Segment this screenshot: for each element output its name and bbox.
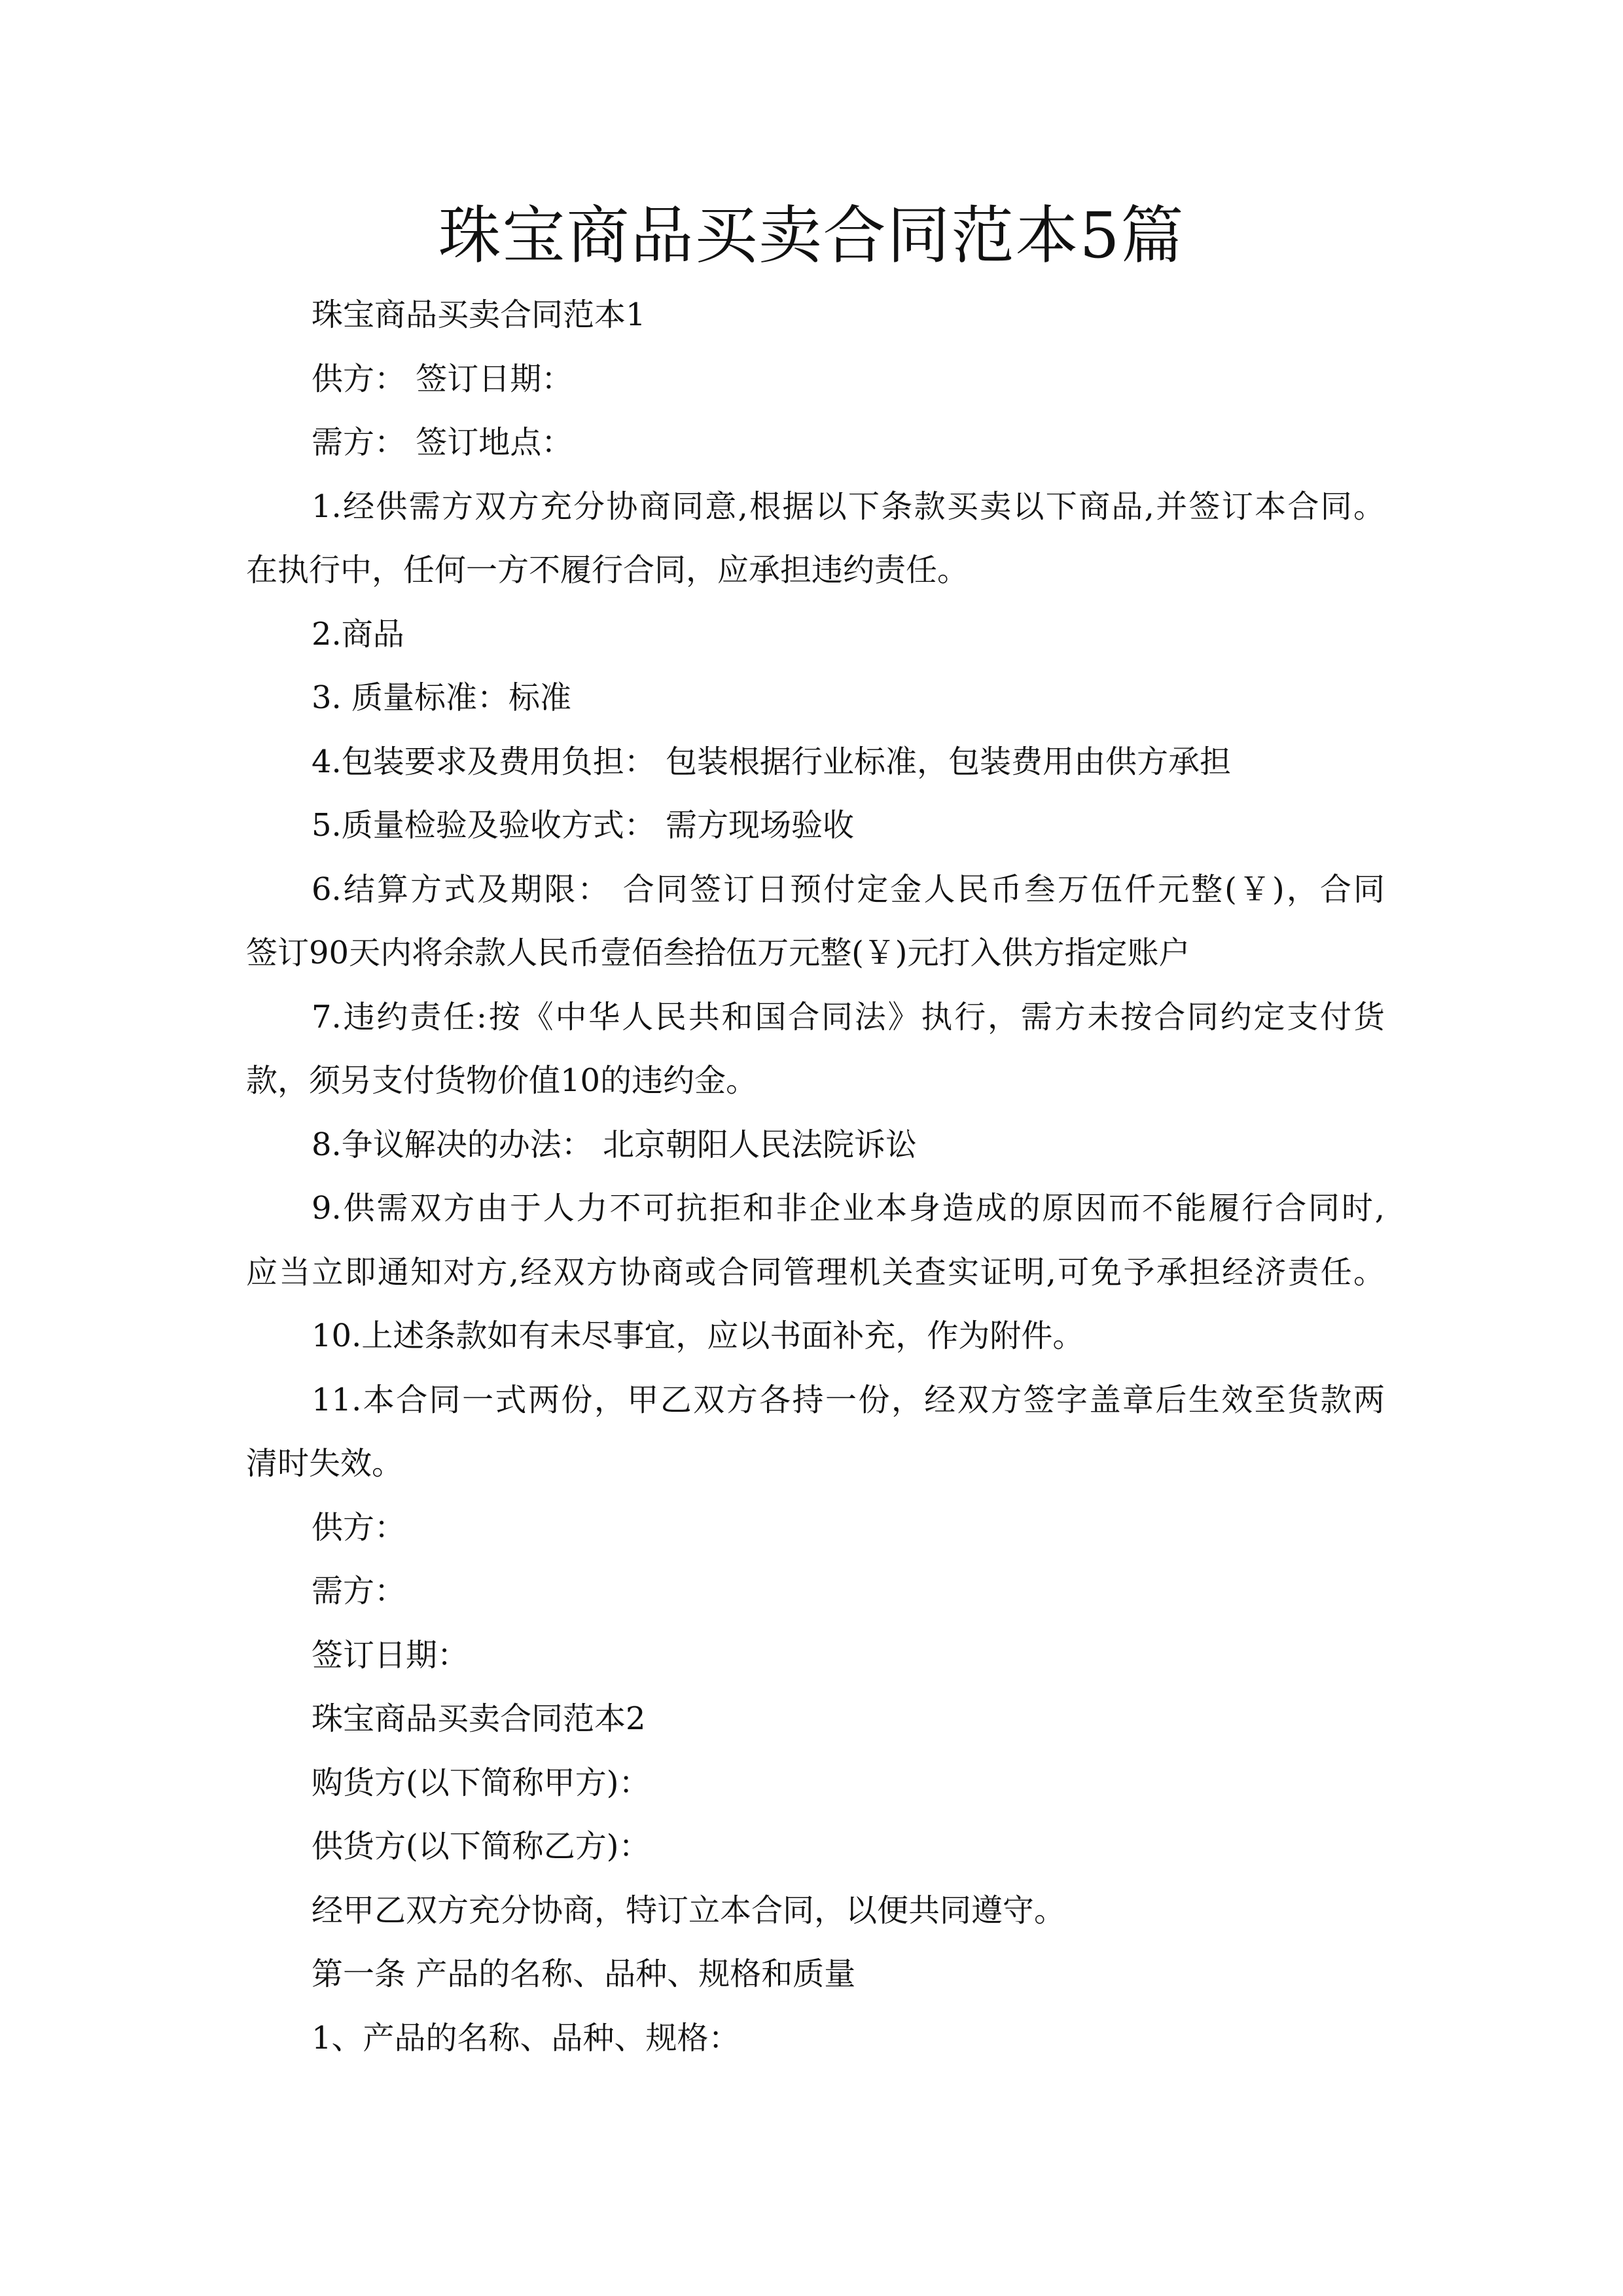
paragraph-line: 供方： [312, 1509, 406, 1546]
paragraph-line: 珠宝商品买卖合同范本1 [312, 296, 646, 333]
paragraph-line: 5.质量检验及验收方式： 需方现场验收 [312, 807, 855, 844]
paragraph-line: 购货方(以下简称甲方)： [312, 1764, 651, 1801]
paragraph-line: 1、产品的名称、品种、规格： [312, 2019, 740, 2056]
paragraph-line: 第一条 产品的名称、品种、规格和质量 [312, 1956, 856, 1992]
document-title: 珠宝商品买卖合同范本5篇 [438, 199, 1185, 272]
paragraph-line: 供货方(以下简称乙方)： [312, 1828, 651, 1865]
paragraph-line: 11.本合同一式两份，甲乙双方各持一份，经双方签字盖章后生效至货款两 [312, 1381, 1385, 1418]
document-body [246, 283, 1385, 2070]
paragraph-line: 珠宝商品买卖合同范本2 [312, 1700, 646, 1737]
paragraph-line: 4.包装要求及费用负担： 包装根据行业标准，包装费用由供方承担 [312, 743, 1232, 780]
paragraph-line: 需方： [312, 1573, 406, 1609]
paragraph-line: 应当立即通知对方,经双方协商或合同管理机关查实证明,可免予承担经济责任。 [246, 1253, 1385, 1291]
paragraph-line: 3. 质量标准：标准 [312, 679, 572, 716]
paragraph-line: 款，须另支付货物价值10的违约金。 [246, 1062, 758, 1099]
paragraph-line: 签订日期： [312, 1636, 469, 1674]
paragraph-line: 7.违约责任:按《中华人民共和国合同法》执行，需方未按合同约定支付货 [312, 998, 1385, 1035]
paragraph-line: 8.争议解决的办法： 北京朝阳人民法院诉讼 [312, 1126, 918, 1163]
paragraph-line: 6.结算方式及期限： 合同签订日预付定金人民币叁万伍仟元整(￥)，合同 [312, 870, 1385, 908]
paragraph-line: 需方： 签订地点： [312, 424, 573, 461]
paragraph-line: 在执行中，任何一方不履行合同，应承担违约责任。 [246, 552, 969, 588]
paragraph-line: 清时失效。 [246, 1445, 404, 1482]
paragraph-line: 供方： 签订日期： [312, 360, 573, 397]
paragraph-line: 9.供需双方由于人力不可抗拒和非企业本身造成的原因而不能履行合同时, [312, 1190, 1385, 1227]
paragraph-line: 签订90天内将余款人民币壹佰叁拾伍万元整(￥)元打入供方指定账户 [246, 935, 1190, 971]
paragraph-line: 经甲乙双方充分协商，特订立本合同，以便共同遵守。 [312, 1892, 1066, 1929]
paragraph-line: 10.上述条款如有未尽事宜，应以书面补充，作为附件。 [312, 1318, 1084, 1354]
paragraph-line: 1.经供需方双方充分协商同意,根据以下条款买卖以下商品,并签订本合同。 [312, 488, 1385, 525]
paragraph-line: 2.商品 [312, 615, 404, 653]
